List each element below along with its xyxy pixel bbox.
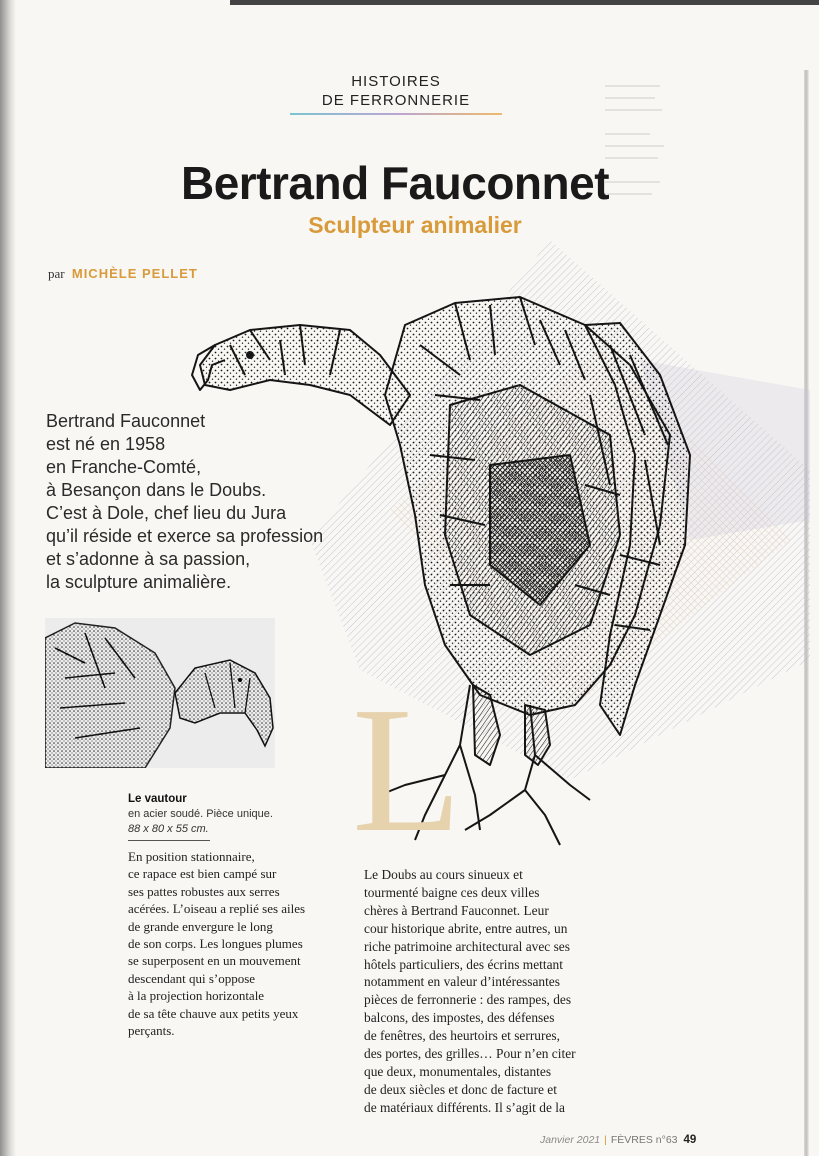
binding-shadow (0, 0, 16, 1156)
section-label-line1: HISTOIRES (351, 73, 441, 90)
body-line: balcons, des impostes, des défenses (364, 1010, 555, 1026)
description-line: de grande envergure le long (128, 918, 273, 934)
article-subtitle: Sculpteur animalier (308, 212, 522, 238)
intro-line: à Besançon dans le Doubs. (46, 480, 267, 500)
caption-rule (128, 840, 210, 841)
description-line: perçants. (128, 1023, 175, 1039)
body-line: pièces de ferronnerie : des rampes, des (364, 992, 572, 1008)
body-line: riche patrimoine architectural avec ses (364, 938, 570, 954)
body-line: tourmenté baigne ces deux villes (364, 884, 540, 900)
body-line: que deux, monumentales, distantes (364, 1063, 552, 1079)
body-line: chères à Bertrand Fauconnet. Leur (364, 902, 549, 918)
body-text (364, 866, 624, 1117)
body-line: Le Doubs au cours sinueux et (364, 867, 523, 882)
description-line: ses pattes robustes aux serres (128, 883, 280, 899)
section-underline (290, 113, 502, 115)
footer-date: Janvier 2021 (540, 1134, 601, 1146)
description-line: En position stationnaire, (128, 849, 255, 864)
intro-text (46, 410, 376, 594)
caption-material: en acier soudé. Pièce unique. (128, 808, 273, 820)
intro-line: Bertrand Fauconnet (46, 411, 206, 431)
description-line: de sa tête chauve aux petits yeux (128, 1005, 299, 1021)
body-line: de deux siècles et donc de facture et (364, 1081, 557, 1097)
description-line: à la projection horizontale (128, 988, 265, 1004)
body-line: de fenêtres, des heurtoirs et serrures, (364, 1028, 560, 1044)
body-line: des portes, des grilles… Pour n’en citer (364, 1046, 576, 1062)
page-number: 49 (683, 1134, 697, 1146)
sculpture-photo (45, 618, 275, 768)
article-title: Bertrand Fauconnet (180, 157, 610, 209)
caption-title: Le vautour (128, 793, 187, 805)
body-line: hôtels particuliers, des écrins mettant (364, 956, 563, 972)
description-line: descendant qui s’oppose (128, 970, 256, 986)
caption-dimensions: 88 x 80 x 55 cm. (128, 823, 209, 835)
description-line: se superposent en un mouvement (128, 953, 301, 969)
intro-line: qu’il réside et exerce sa profession (46, 526, 324, 546)
byline-author: MICHÈLE PELLET (71, 266, 198, 281)
drop-cap: L (352, 670, 462, 869)
description-line: ce rapace est bien campé sur (128, 866, 277, 882)
page-footer (540, 1134, 696, 1146)
intro-line: est né en 1958 (46, 434, 166, 454)
byline-prefix: par (48, 266, 65, 281)
body-line: cour historique abrite, entre autres, un (364, 920, 568, 936)
description-line: acérées. L’oiseau a replié ses ailes (128, 901, 306, 917)
body-line: notamment en valeur d’intéressantes (364, 974, 560, 990)
intro-line: C’est à Dole, chef lieu du Jura (46, 503, 287, 523)
description-line: de son corps. Les longues plumes (128, 936, 303, 952)
section-label (290, 72, 502, 110)
photo-caption (128, 792, 328, 837)
intro-line: la sculpture animalière. (46, 572, 232, 592)
byline (48, 266, 198, 282)
section-label-line2: DE FERRONNERIE (321, 92, 471, 109)
description-text (128, 848, 343, 1039)
intro-line: en Franche-Comté, (46, 457, 202, 477)
body-line: de matériaux différents. Il s’agit de la (364, 1099, 565, 1115)
footer-separator: | (604, 1134, 607, 1146)
footer-magazine: FÈVRES n°63 (610, 1134, 678, 1146)
top-rule (230, 0, 819, 5)
intro-line: et s’adonne à sa passion, (46, 549, 251, 569)
